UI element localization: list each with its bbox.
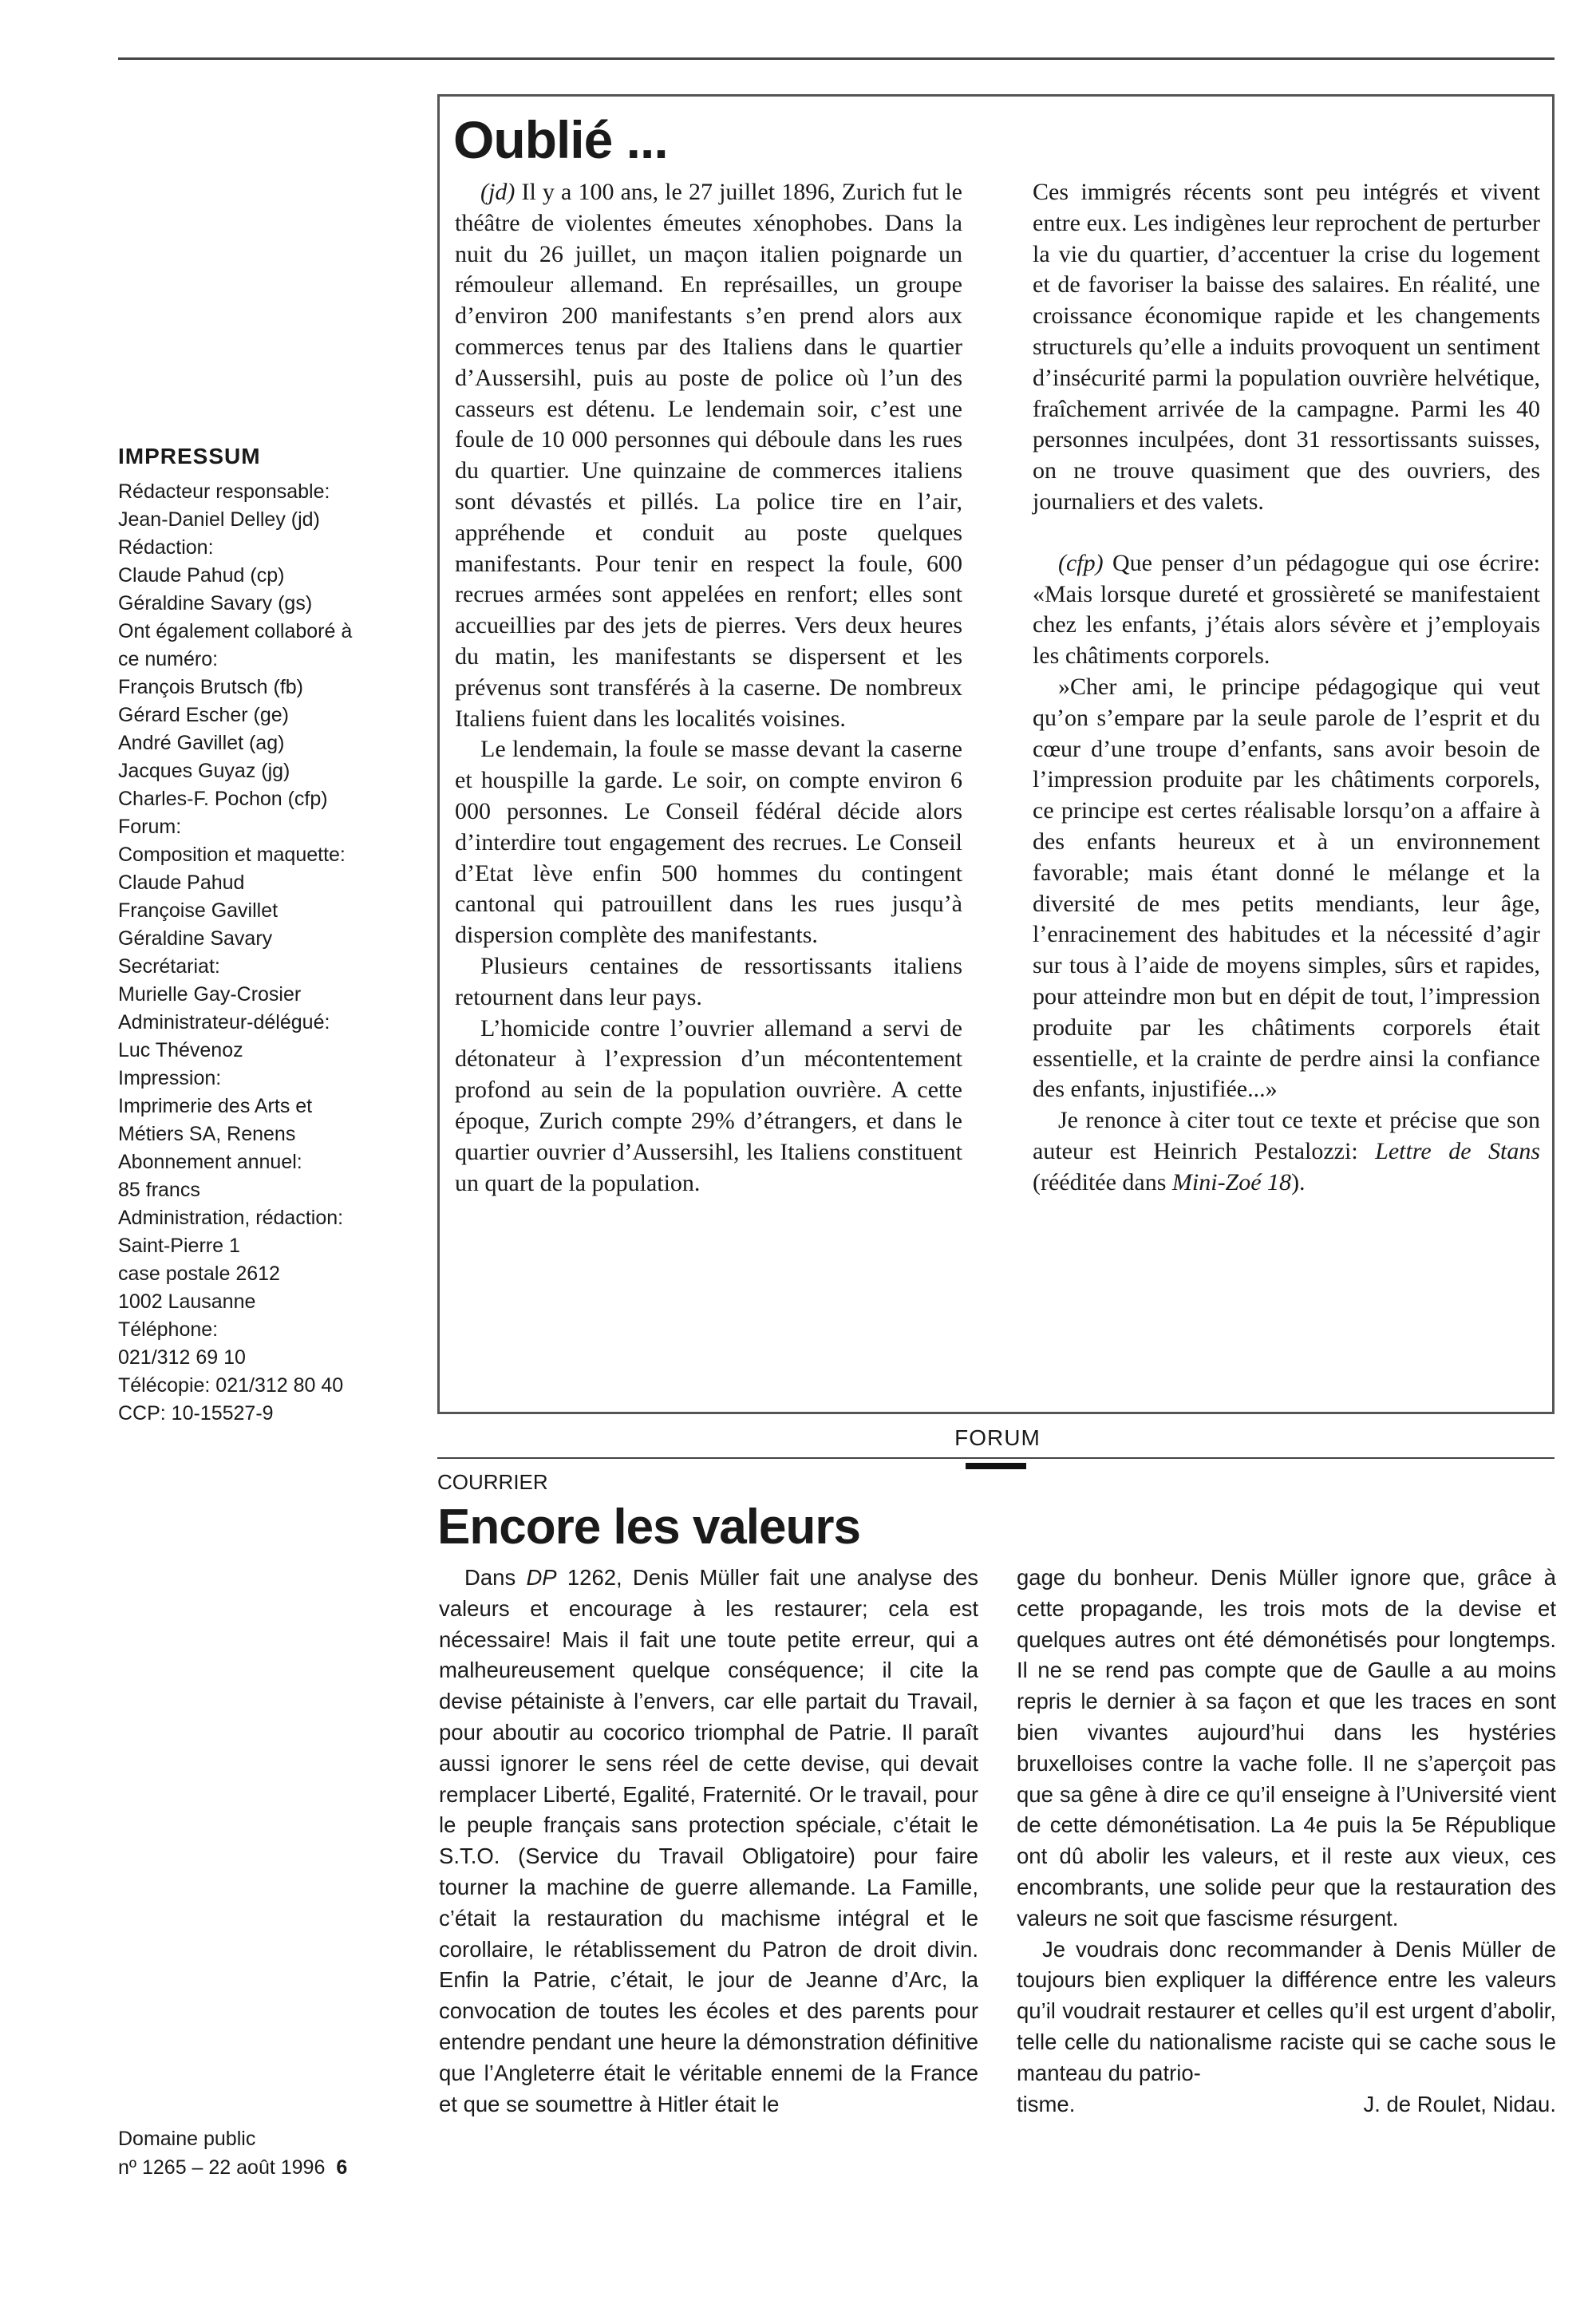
impressum-line: Gérard Escher (ge) (118, 704, 289, 726)
impressum-line: Rédacteur responsable: (118, 480, 330, 503)
article-encore-column-2 (1017, 1563, 1556, 2120)
paragraph-text: Je voudrais donc recommander à Denis Müller de toujours bien expliquer la différence entre les valeurs qu’il voudrait restaurer et celles qu’il est urgent d’abolir, telle celle du nationalisme raciste qui se cache sous le manteau du patrio- (1017, 1936, 1556, 2085)
paragraph: Le lendemain, la foule se masse devant la caserne et houspille la garde. Le soir, on compte environ 6 000 personnes. Le Conseil fédéral décide alors d’interdire tout engagement des recrues. Le Conseil d’Etat lève enfin 500 hommes du contingent cantonal qui patrouillent dans les rues jusqu’à dispersion complète des manifestants. (455, 736, 962, 949)
paragraph: Ces immigrés récents sont peu intégrés et vivent entre eux. Les indigènes leur reprochent de perturber la vie du quartier, d’accentuer la crise du logement et de favoriser la baisse des salaires. En réalité, une croissance économique rapide et les changements structurels qu’elle a induits provoquent un sentiment d’insécurité parmi la population ouvrière helvétique, fraîchement arrivée de la campagne. Parmi les 40 personnes inculpées, dont 31 ressortissants suisses, on ne trouve quasiment que des ouvriers, des journaliers et des valets. (1033, 179, 1540, 515)
impressum-line: Administrateur-délégué: (118, 1011, 330, 1033)
impressum-line: Téléphone: (118, 1318, 219, 1341)
top-rule (118, 57, 1555, 60)
forum-marker (966, 1463, 1026, 1469)
impressum-line: Charles-F. Pochon (cfp) (118, 788, 328, 810)
paragraph: Je renonce à citer tout ce texte et précise que son auteur est Heinrich Pestalozzi: Lettre de Stans (rééditée dans Mini-Zoé 18). (1033, 1107, 1541, 1195)
impressum-title: IMPRESSUM (118, 444, 261, 468)
paragraph: (cfp) Que penser d’un pédagogue qui ose écrire: «Mais lorsque dureté et grossièreté se manifestaient chez les enfants, j’étais alors sévère et j’employais les châtiments corporels. (1033, 549, 1540, 670)
impressum-line: Rédaction: (118, 536, 214, 559)
impressum-line: Secrétariat: (118, 955, 220, 978)
article-oublie-column-2 (1033, 177, 1540, 1199)
impressum-line: Françoise Gavillet (118, 899, 279, 922)
publication-abbrev: DP (526, 1565, 557, 1590)
impressum-line: Claude Pahud (cp) (118, 564, 285, 587)
signature-line (1017, 2089, 1556, 2120)
publication-name: Domaine public (118, 2128, 256, 2150)
impressum-line: 1002 Lausanne (118, 1290, 256, 1313)
paragraph: gage du bonheur. Denis Müller ignore que, grâce à cette propagande, les trois mots de la devise et quelques autres ont été démonétisés pour longtemps. Il ne se rend pas compte que de Gaulle a au moins repris le dernier à sa façon et que les traces en sont bien vivantes aujourd’hui dans les hystéries bruxelloises contre la vache folle. Il ne s’aperçoit pas que sa gêne à dire ce qu’il enseigne à l’Université vient de cette démonétisation. La 4e puis la 5e République ont dû abolir les valeurs, et il reste aux vieux, ces encombrants, une solide peur que la restauration des valeurs ne soit que fascisme résurgent. (1017, 1565, 1556, 1930)
impressum-line: André Gavillet (ag) (118, 732, 285, 754)
closing-word: tisme. (1017, 2091, 1076, 2116)
impressum-line: case postale 2612 (118, 1263, 280, 1285)
work-title: Lettre de Stans (1375, 1137, 1541, 1164)
impressum-line: Luc Thévenoz (118, 1039, 243, 1061)
impressum-line: Claude Pahud (118, 871, 245, 894)
impressum (118, 442, 405, 1428)
forum-rule (437, 1457, 1555, 1459)
impressum-line: Impression: (118, 1067, 222, 1089)
impressum-line: Géraldine Savary (118, 927, 273, 950)
article-encore-column-1 (439, 1563, 978, 2120)
paragraph: »Cher ami, le principe pédagogique qui veut qu’on s’empare par la seule parole de l’esprit et du cœur d’une troupe d’enfants, sans avoir besoin de l’impression produite par les châtiments corporels, ce principe est certes réalisable lorsqu’on a affaire à des enfants heureux et à un environnement favorable; mais étant donné le mélange et la diversité de mes petits mendiants, leur âge, l’enracinement des habitudes et la nécessité d’agir sur tous à l’aide de moyens simples, sûrs et rapides, pour atteindre mon but en dépit de tout, l’impression produite par les châtiments corporels était essentielle, et la crainte de perdre ainsi la confiance des enfants, injustifiée...» (1033, 673, 1540, 1103)
paragraph: Plusieurs centaines de ressortissants italiens retournent dans leur pays. (455, 952, 962, 1010)
impressum-line: Télécopie: 021/312 80 40 (118, 1374, 344, 1397)
impressum-line: François Brutsch (fb) (118, 676, 304, 698)
series-title: Mini-Zoé 18 (1171, 1168, 1292, 1195)
impressum-line: Imprimerie des Arts et (118, 1095, 313, 1117)
paragraph: Dans DP 1262, Denis Müller fait une analyse des valeurs et encourage à les restaurer; cela est nécessaire! Mais il fait une toute petite erreur, qui a malheureusement quelque conséquence; il cite la devise pétainiste à l’envers, car elle partait du Travail, pour aboutir au cocorico triomphal de Patrie. Il paraît aussi ignorer le sens réel de cette devise, qui devait remplacer Liberté, Egalité, Fraternité. Or le travail, pour le peuple français sans protection spéciale, c’était le S.T.O. (Service du Travail Obligatoire) pour faire tourner la machine de guerre allemande. La Famille, c’était la restauration du machisme intégral et le corollaire, le rétablissement du Patron de droit divin. Enfin la Patrie, c’était, le jour de Jeanne d’Arc, la convocation de toutes les écoles et des parents pour entendre pendant une heure la démonstration définitive que l’Angleterre était le véritable ennemi de la France et que se soumettre à Hitler était le (439, 1565, 978, 2116)
article-title-encore: Encore les valeurs (437, 1500, 860, 1555)
impressum-line: Composition et maquette: (118, 844, 346, 866)
impressum-line: Administration, rédaction: (118, 1207, 344, 1229)
author-initials: (jd) (480, 179, 516, 205)
section-label-courrier: COURRIER (437, 1470, 548, 1494)
impressum-line: Forum: (118, 816, 182, 838)
impressum-line: 85 francs (118, 1179, 200, 1201)
impressum-line: Saint-Pierre 1 (118, 1235, 240, 1257)
impressum-lines (118, 478, 405, 1428)
impressum-line: Abonnement annuel: (118, 1151, 302, 1173)
impressum-line: Jean-Daniel Delley (jd) (118, 508, 320, 531)
impressum-line: Jacques Guyaz (jg) (118, 760, 290, 782)
forum-label: FORUM (954, 1425, 1041, 1450)
impressum-line: Murielle Gay-Crosier (118, 983, 302, 1006)
article-oublie-column-1 (455, 177, 962, 1199)
paragraph: L’homicide contre l’ouvrier allemand a servi de détonateur à l’expression d’un mécontentement profond au sein de la population ouvrière. A cette époque, Zurich compte 29% d’étrangers, et dans le quartier ouvrier d’Aussersihl, les Italiens constituent un quart de la population. (455, 1014, 962, 1196)
issue-footer (118, 2124, 421, 2182)
article-title-oublie: Oublié ... (453, 110, 668, 169)
signature: J. de Roulet, Nidau. (1363, 2091, 1556, 2116)
impressum-line: 021/312 69 10 (118, 1346, 246, 1369)
impressum-line: Métiers SA, Renens (118, 1123, 296, 1145)
impressum-line: ce numéro: (118, 648, 219, 670)
paragraph: (jd) Il y a 100 ans, le 27 juillet 1896, Zurich fut le théâtre de violentes émeutes xénophobes. Dans la nuit du 26 juillet, un maçon italien poignarde un rémouleur allemand. En représailles, un groupe d’environ 200 manifestants s’en prend alors aux commerces tenus par des Italiens dans le quartier d’Aussersihl, puis au poste de police où l’un des casseurs est détenu. Le lendemain soir, c’est une foule de 10 000 personnes qui déboule dans les rues du quartier. Une quinzaine de commerces italiens sont dévastés et pillés. La police tire en l’air, appréhende et conduit au poste quelques manifestants. Pour tenir en respect la foule, 600 recrues armées sont appelées en renfort; elles sont accueillies par des jets de pierres. Vers deux heures du matin, les manifestants se dispersent et les prévenus sont transférés à la caserne. De nombreux Italiens fuient dans les localités voisines. (455, 179, 962, 732)
issue-number: nº 1265 – 22 août 1996 (118, 2156, 326, 2179)
impressum-line: Géraldine Savary (gs) (118, 592, 313, 615)
author-initials: (cfp) (1058, 549, 1104, 576)
impressum-line: Ont également collaboré à (118, 620, 353, 642)
impressum-line: CCP: 10-15527-9 (118, 1402, 274, 1425)
paragraph (1017, 1934, 1556, 2089)
page-number: 6 (336, 2156, 348, 2179)
